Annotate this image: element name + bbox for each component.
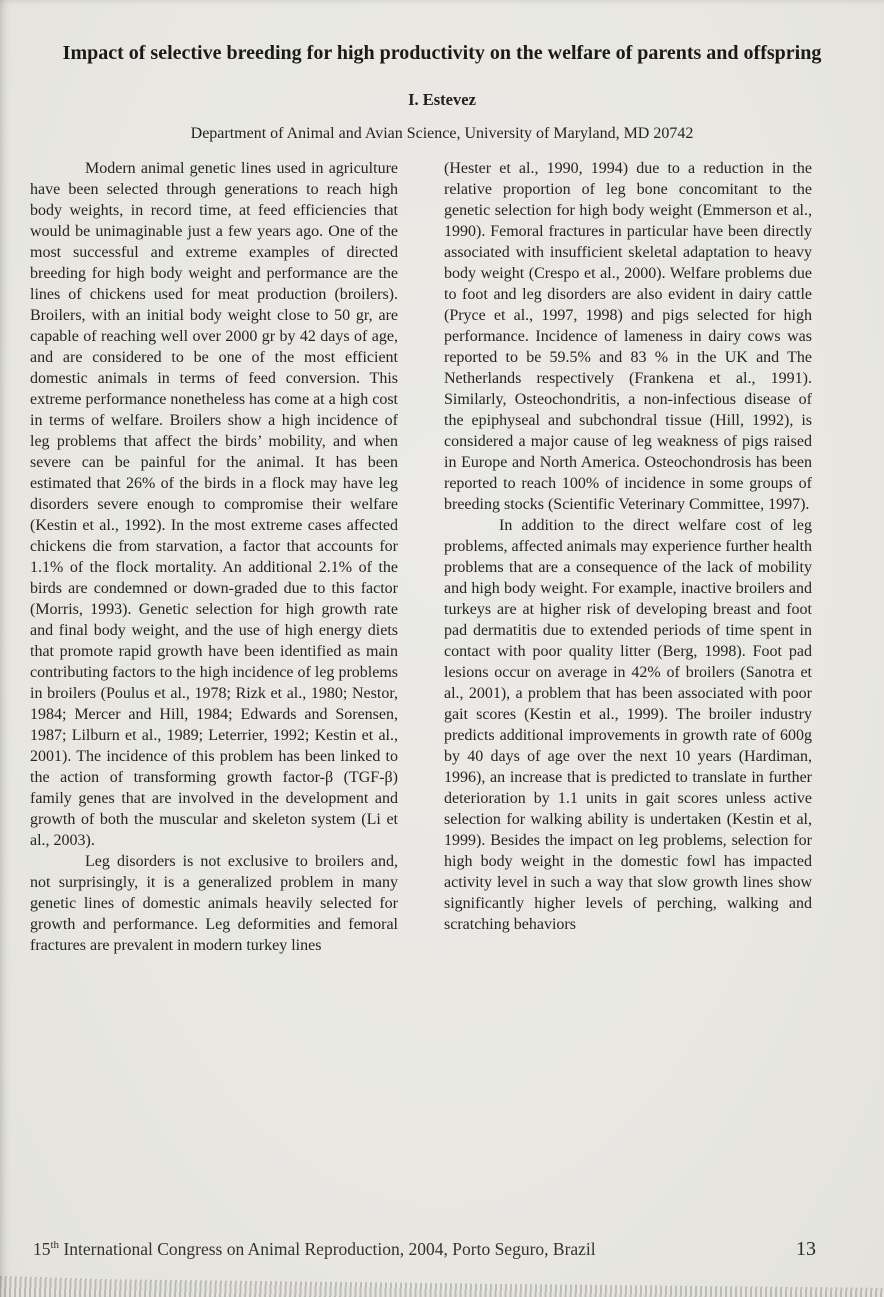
- author-name: I. Estevez: [408, 90, 476, 109]
- footer-citation: [33, 1239, 596, 1260]
- page-number: 13: [796, 1238, 816, 1260]
- footer: [0, 1238, 884, 1261]
- scan-edge-artifact: [0, 1273, 884, 1297]
- paragraph: In addition to the direct welfare cost of leg problems, affected animals may experience further health problems that are a consequence of the lack of mobility and high body weight. For example, inactive broilers and turkeys are at higher risk of developing breast and foot pad dermatitis due to extended periods of time spent in contact with poor quality litter (Berg, 1998). Foot pad lesions occur on average in 42% of broilers (Sanotra et al., 2001), a problem that has been associated with poor gait scores (Kestin et al., 1999). The broiler industry predicts additional improvements in growth rate of 600g by 40 days of age over the next 10 years (Hardiman, 1996), an increase that is predicted to translate in further deterioration by 1.1 units in gait scores unless active selection for walking ability is undertaken (Kestin et al, 1999). Besides the impact on leg problems, selection for high body weight in the domestic fowl has impacted activity level in such a way that slow growth lines show significantly higher levels of perching, walking and scratching behaviors: [444, 517, 812, 933]
- footer-text: International Congress on Animal Reproduction, 2004, Porto Seguro, Brazil: [59, 1239, 596, 1259]
- affiliation: Department of Animal and Avian Science, University of Maryland, MD 20742: [190, 125, 694, 142]
- column-right: [444, 158, 812, 956]
- two-column-body: [0, 158, 884, 956]
- paper-title: Impact of selective breeding for high productivity on the welfare of parents and offspring: [62, 42, 822, 64]
- congress-number: 15: [33, 1239, 51, 1259]
- ordinal-suffix: th: [50, 1239, 60, 1252]
- paragraph: (Hester et al., 1990, 1994) due to a reduction in the relative proportion of leg bone concomitant to the genetic selection for high body weight (Emmerson et al., 1990). Femoral fractures in particular have been directly associated with insufficient skeletal adaptation to heavy body weight (Crespo et al., 2000). Welfare problems due to foot and leg disorders are also evident in dairy cattle (Pryce et al., 1997, 1998) and pigs selected for high performance. Incidence of lameness in dairy cows was reported to be 59.5% and 83 % in the UK and The Netherlands respectively (Frankena et al., 1991). Similarly, Osteochondritis, a non-infectious disease of the epiphyseal and subchondral tissue (Hill, 1992), is considered a major cause of leg weakness of pigs raised in Europe and North America. Osteochondrosis has been reported to reach 100% of incidence in some groups of breeding stocks (Scientific Veterinary Committee, 1997).: [444, 160, 812, 513]
- paragraph: Leg disorders is not exclusive to broilers and, not surprisingly, it is a generalized problem in many genetic lines of domestic animals heavily selected for growth and performance. Leg deformities and femoral fractures are prevalent in modern turkey lines: [30, 853, 398, 954]
- column-left: [30, 158, 398, 956]
- paragraph: Modern animal genetic lines used in agriculture have been selected through generations to reach high body weights, in record time, at feed efficiencies that would be unimaginable just a few years ago. One of the most successful and extreme examples of directed breeding for high body weight and performance are the lines of chickens used for meat production (broilers). Broilers, with an initial body weight close to 50 gr, are capable of reaching well over 2000 gr by 42 days of age, and are considered to be one of the most efficient domestic animals in terms of feed conversion. This extreme performance nonetheless has come at a high cost in terms of welfare. Broilers show a high incidence of leg problems that affect the birds’ mobility, and when severe can be painful for the animal. It has been estimated that 26% of the birds in a flock may have leg disorders severe enough to compromise their welfare (Kestin et al., 1992). In the most extreme cases affected chickens die from starvation, a factor that accounts for 1.1% of the flock mortality. An additional 2.1% of the birds are condemned or down-graded due to this factor (Morris, 1993). Genetic selection for high growth rate and final body weight, and the use of high energy diets that promote rapid growth have been identified as main contributing factors to the high incidence of leg problems in broilers (Poulus et al., 1978; Rizk et al., 1980; Nestor, 1984; Mercer and Hill, 1984; Edwards and Sorensen, 1987; Lilburn et al., 1989; Leterrier, 1992; Kestin et al., 2001). The incidence of this problem has been linked to the action of transforming growth factor-β (TGF-β) family genes that are involved in the development and growth of both the muscular and skeleton system (Li et al., 2003).: [30, 160, 398, 849]
